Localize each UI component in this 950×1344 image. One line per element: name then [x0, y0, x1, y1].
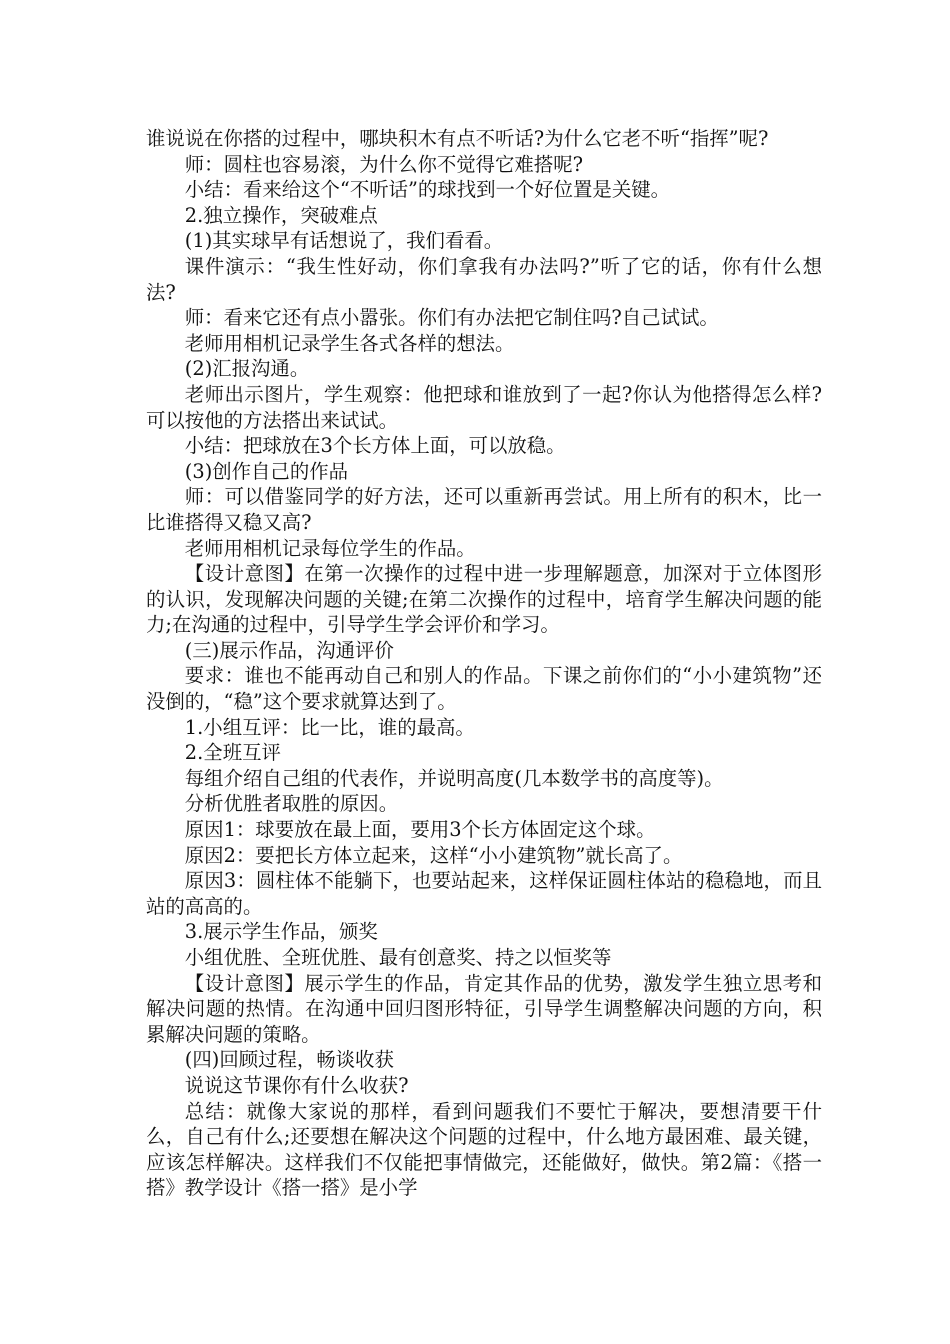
paragraph: 谁说说在你搭的过程中，哪块积木有点不听话?为什么它老不听“指挥”呢? [146, 127, 769, 150]
paragraph: 小结：把球放在3个长方体上面，可以放稳。 [184, 434, 566, 458]
section-heading: (四)回顾过程，畅谈收获 [184, 1048, 394, 1072]
paragraph: 老师出示图片，学生观察：他把球和谁放到了一起?你认为他搭得怎么样?可以按他的方法搭出来试试。 [146, 382, 822, 432]
paragraph: 1.小组互评：比一比，谁的最高。 [184, 715, 475, 739]
paragraph: 每组介绍自己组的代表作，并说明高度(几本数学书的高度等)。 [184, 766, 724, 790]
section-heading: (三)展示作品，沟通评价 [184, 638, 394, 662]
paragraph: 要求：谁也不能再动自己和别人的作品。下课之前你们的“小小建筑物”还没倒的，“稳”这个要求就算达到了。 [146, 664, 822, 714]
paragraph: (2)汇报沟通。 [184, 357, 310, 381]
paragraph: 小组优胜、全班优胜、最有创意奖、持之以恒奖等 [184, 946, 612, 969]
paragraph: 2.全班互评 [184, 741, 281, 765]
paragraph: 课件演示：“我生性好动，你们拿我有办法吗?”听了它的话，你有什么想法? [146, 254, 822, 304]
paragraph: 小结：看来给这个“不听话”的球找到一个好位置是关键。 [184, 178, 670, 202]
paragraph: 师：圆柱也容易滚，为什么你不觉得它难搭呢? [184, 152, 584, 176]
paragraph: 原因1：球要放在最上面，要用3个长方体固定这个球。 [184, 818, 656, 842]
paragraph: (3)创作自己的作品 [184, 459, 348, 483]
design-intent-paragraph: 【设计意图】展示学生的作品，肯定其作品的优势，激发学生独立思考和解决问题的热情。在沟通中回归图形特征，引导学生调整解决问题的方向，积累解决问题的策略。 [146, 971, 822, 1046]
paragraph: 分析优胜者取胜的原因。 [184, 792, 399, 816]
paragraph: 原因2：要把长方体立起来，这样“小小建筑物”就长高了。 [184, 843, 683, 867]
paragraph: 总结：就像大家说的那样，看到问题我们不要忙于解决，要想清要干什么，自己有什么;还要想在解决这个问题的过程中，什么地方最困难、最关键，应该怎样解决。这样我们不仅能把事情做完，还能做好，做快。第2篇：《搭一搭》教学设计《搭一搭》是小学 [146, 1099, 822, 1200]
paragraph: 说说这节课你有什么收获? [184, 1073, 409, 1097]
paragraph: 3.展示学生作品，颁奖 [184, 920, 378, 944]
paragraph: 师：可以借鉴同学的好方法，还可以重新再尝试。用上所有的积木，比一比谁搭得又稳又高? [146, 485, 822, 534]
paragraph: 师：看来它还有点小嚣张。你们有办法把它制住吗?自己试试。 [184, 306, 719, 330]
document-body [146, 126, 822, 1201]
design-intent-paragraph: 【设计意图】在第一次操作的过程中进一步理解题意，加深对于立体图形的认识，发现解决问题的关键;在第二次操作的过程中，培育学生解决问题的能力;在沟通的过程中，引导学生学会评价和学习。 [146, 562, 822, 637]
paragraph: 原因3：圆柱体不能躺下，也要站起来，这样保证圆柱体站的稳稳地，而且站的高高的。 [146, 869, 822, 918]
paragraph: (1)其实球早有话想说了，我们看看。 [184, 229, 504, 253]
paragraph: 老师用相机记录学生各式各样的想法。 [184, 331, 515, 355]
paragraph: 老师用相机记录每位学生的作品。 [184, 536, 476, 560]
section-heading: 2.独立操作，突破难点 [184, 203, 378, 227]
